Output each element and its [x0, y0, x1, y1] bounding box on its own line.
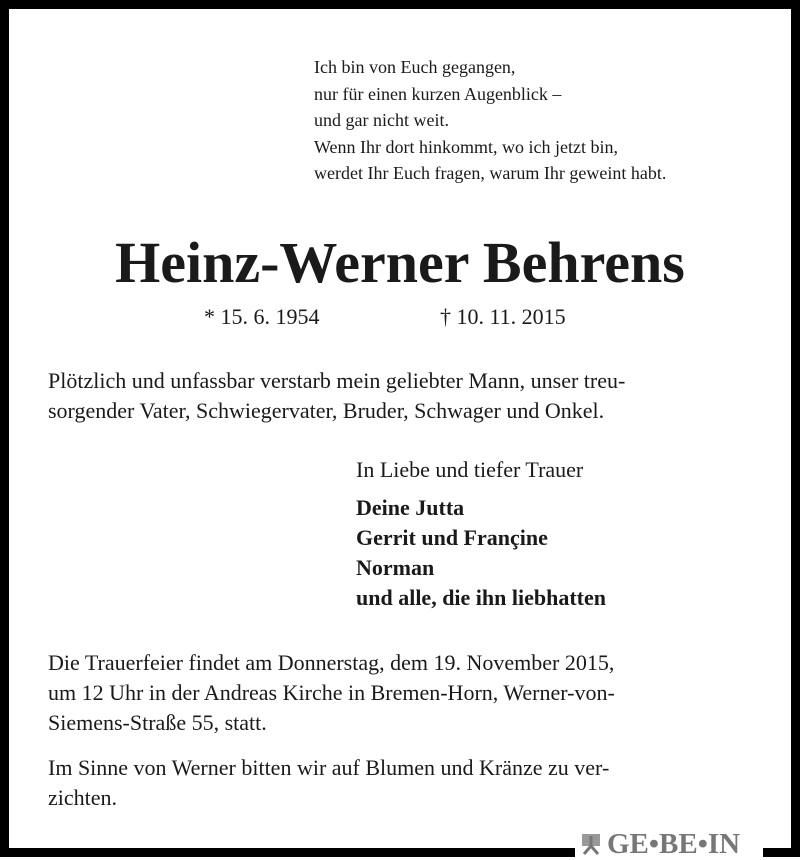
poem-line: Wenn Ihr dort hinkommt, wo ich jetzt bin,	[314, 136, 618, 157]
poem-line: Ich bin von Euch gegangen,	[314, 57, 516, 77]
text-line: um 12 Uhr in der Andreas Kirche in Bremen-Horn, Werner-von-	[48, 680, 615, 705]
death-date: † 10. 11. 2015	[440, 304, 566, 329]
poem-line: werdet Ihr Euch fragen, warum Ihr geweint habt.	[314, 163, 667, 183]
mourner: Gerrit und Françine	[356, 525, 548, 550]
flowers-text	[48, 753, 758, 813]
poem	[314, 54, 666, 187]
mourner: und alle, die ihn liebhatten	[356, 585, 607, 610]
text-line: Im Sinne von Werner bitten wir auf Blumen und Kränze zu ver-	[48, 755, 610, 780]
text-line: Siemens-Straße 55, statt.	[48, 710, 267, 735]
intro-text	[48, 366, 758, 426]
birth-date: * 15. 6. 1954	[204, 304, 320, 329]
text-line: Die Trauerfeier findet am Donnerstag, dem 19. November 2015,	[48, 650, 615, 675]
poem-line: und gar nicht weit.	[314, 110, 449, 130]
mourners	[356, 493, 606, 613]
text-line: zichten.	[48, 785, 118, 810]
signoff: In Liebe und tiefer Trauer	[356, 457, 584, 482]
text-line: Plötzlich und unfassbar verstarb mein geliebter Mann, unser treu-	[48, 368, 626, 393]
gebein-logo	[575, 828, 763, 860]
mourner: Deine Jutta	[356, 495, 465, 520]
logo-text: GE•BE•IN	[607, 827, 741, 860]
service-text	[48, 648, 758, 738]
deceased-name: Heinz-Werner Behrens	[115, 230, 685, 295]
text-line: sorgender Vater, Schwiegervater, Bruder, Schwager und Onkel.	[48, 398, 605, 423]
poem-line: nur für einen kurzen Augenblick –	[314, 83, 562, 104]
mourner: Norman	[356, 555, 435, 580]
logo-figure-icon	[581, 833, 601, 855]
